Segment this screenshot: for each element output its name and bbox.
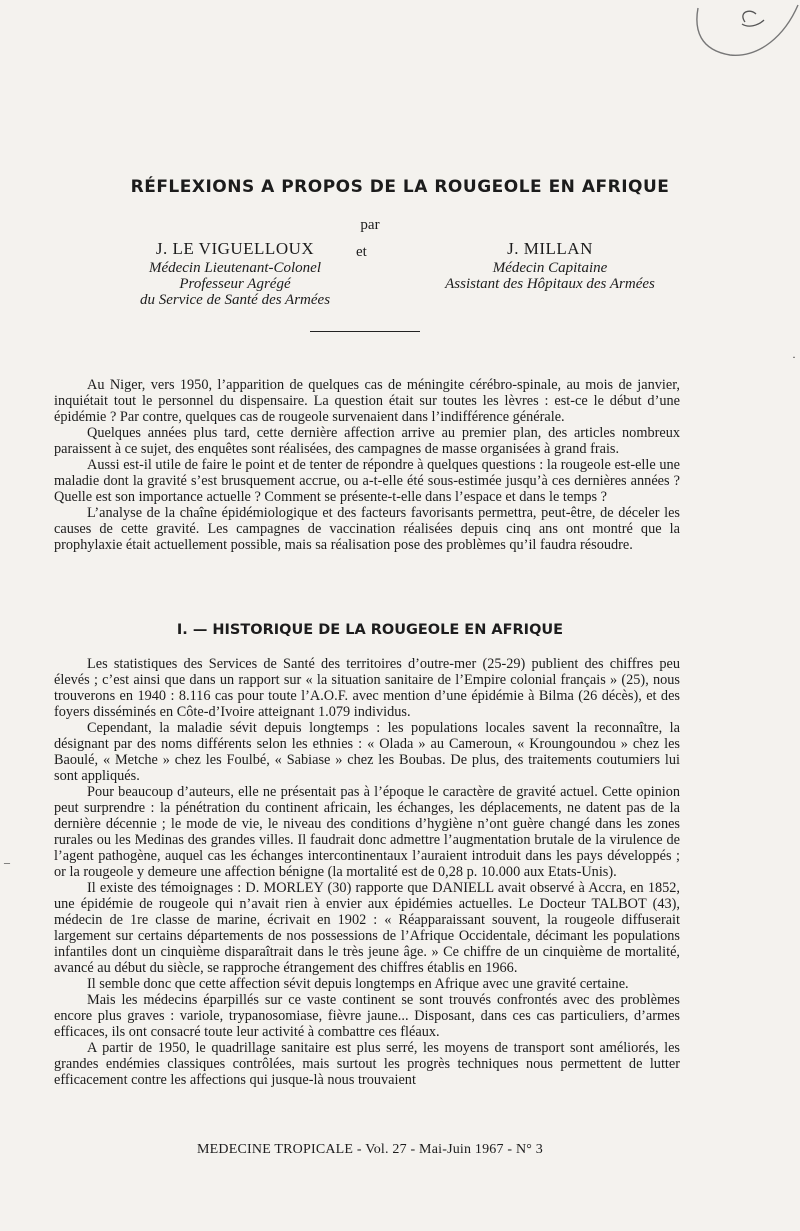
paragraph: Cependant, la maladie sévit depuis longtemps : les populations locales savent la reconnaître, la désignant par des noms différents selon les ethnies : « Olada » au Cameroun, « Kroungoundou » chez les Baoulé, « Metche » chez les Foulbé, « Sabiase » chez les Boubas. De plus, des traitements coutumiers lui sont appliqués. [54,720,680,784]
paragraph: Pour beaucoup d’auteurs, elle ne présentait pas à l’époque le caractère de gravité actuel. Cette opinion peut surprendre : la pénétration du continent africain, les échanges, les déplacements, ne datent pas de la dernière décennie ; le mode de vie, le niveau des conditions d’hygiène n’ont guère changé dans les zones rurales ou les Medinas des grandes villes. Il faudrait donc admettre l’augmentation brutale de la virulence de l’agent pathogène, auquel cas les échanges intercontinentaux l’auraient introduit dans les pays développés ; or la rougeole y demeure une affection bénigne (la mortalité est de 0,28 p. 10.000 aux Etats-Unis). [54,784,680,880]
intro-text [54,377,680,553]
author-right [400,241,700,292]
author-role: Assistant des Hôpitaux des Armées [445,276,655,292]
separator-rule [310,331,420,332]
author-role: Médecin Capitaine [492,260,608,276]
author-role: du Service de Santé des Armées [139,292,331,308]
section-text [54,656,680,1088]
and-label: et [356,244,367,260]
author-role: Professeur Agrégé [179,276,291,292]
paragraph: A partir de 1950, le quadrillage sanitaire est plus serré, les moyens de transport sont améliorés, les grandes endémies classiques contrôlées, mais surtout les progrès techniques nous permettent de lutter efficacement contre les affections qui jusque-là nous trouvaient [54,1040,680,1088]
paragraph: Les statistiques des Services de Santé des territoires d’outre-mer (25-29) publient des chiffres peu élevés ; c’est ainsi que dans un rapport sur « la situation sanitaire de l’Empire colonial français » (25), nous trouverons en 1940 : 8.116 cas pour toute l’A.O.F. avec mention d’une épidémie à Bilma (26 décès), et des foyers disséminés en Côte-d’Ivoire atteignant 1.079 individus. [54,656,680,720]
margin-dash: – [4,855,10,869]
author-role: Médecin Lieutenant-Colonel [148,260,322,276]
author-left [95,241,375,308]
journal-footer: MEDECINE TROPICALE - Vol. 27 - Mai-Juin 1967 - N° 3 [197,1142,543,1157]
by-label: par [360,217,380,233]
article-title: RÉFLEXIONS A PROPOS DE LA ROUGEOLE EN AFRIQUE [130,177,670,197]
paragraph: Il existe des témoignages : D. MORLEY (30) rapporte que DANIELL avait observé à Accra, en 1852, une épidémie de rougeole qui n’avait rien à envier aux épidémies actuelles. Le Docteur TALBOT (43), médecin de 1re classe de marine, écrivait en 1902 : « Réapparaissant souvent, la rougeole diffuserait largement sur certains départements de nos possessions de l’Afrique Occidentale, décimant les populations infantiles dont un cinquième disparaîtrait dans le très jeune âge. » Ce chiffre de un cinquième de mortalité, avancé au début du siècle, se rapproche étrangement des chiffres établis en 1966. [54,880,680,976]
margin-dot: · [792,350,796,364]
author-name: J. MILLAN [507,239,593,258]
handwritten-mark [690,0,800,90]
paragraph: Quelques années plus tard, cette dernière affection arrive au premier plan, des articles nombreux paraissent à ce sujet, des enquêtes sont réalisées, des campagnes de masse organisées à grand frais. [54,425,680,457]
author-name: J. LE VIGUELLOUX [155,239,315,258]
paragraph: Au Niger, vers 1950, l’apparition de quelques cas de méningite cérébro-spinale, au mois de janvier, inquiétait tout le personnel du dispensaire. La question était sur toutes les lèvres : est-ce le début d’une épidémie ? Par contre, quelques cas de rougeole survenaient dans l’indifférence générale. [54,377,680,425]
paragraph: Aussi est-il utile de faire le point et de tenter de répondre à quelques questions : la rougeole est-elle une maladie dont la gravité s’est brusquement accrue, ou a-t-elle été sous-estimée jusqu’à ces dernières années ? Quelle est son importance actuelle ? Comment se présente-t-elle dans l’espace et dans le temps ? [54,457,680,505]
section-heading: I. — HISTORIQUE DE LA ROUGEOLE EN AFRIQUE [176,622,564,638]
paragraph: L’analyse de la chaîne épidémiologique et des facteurs favorisants permettra, peut-être, de déceler les causes de cette gravité. Les campagnes de vaccination réalisées depuis cinq ans ont montré que la prophylaxie était actuellement possible, mais sa réalisation pose des problèmes qu’il faudra résoudre. [54,505,680,553]
paragraph: Il semble donc que cette affection sévit depuis longtemps en Afrique avec une gravité certaine. [87,976,629,992]
paragraph: Mais les médecins éparpillés sur ce vaste continent se sont trouvés confrontés avec des problèmes encore plus graves : variole, trypanosomiase, fièvre jaune... Disposant, dans ces cas particuliers, d’armes efficaces, ils ont consacré toute leur activité à combattre ces fléaux. [54,992,680,1040]
